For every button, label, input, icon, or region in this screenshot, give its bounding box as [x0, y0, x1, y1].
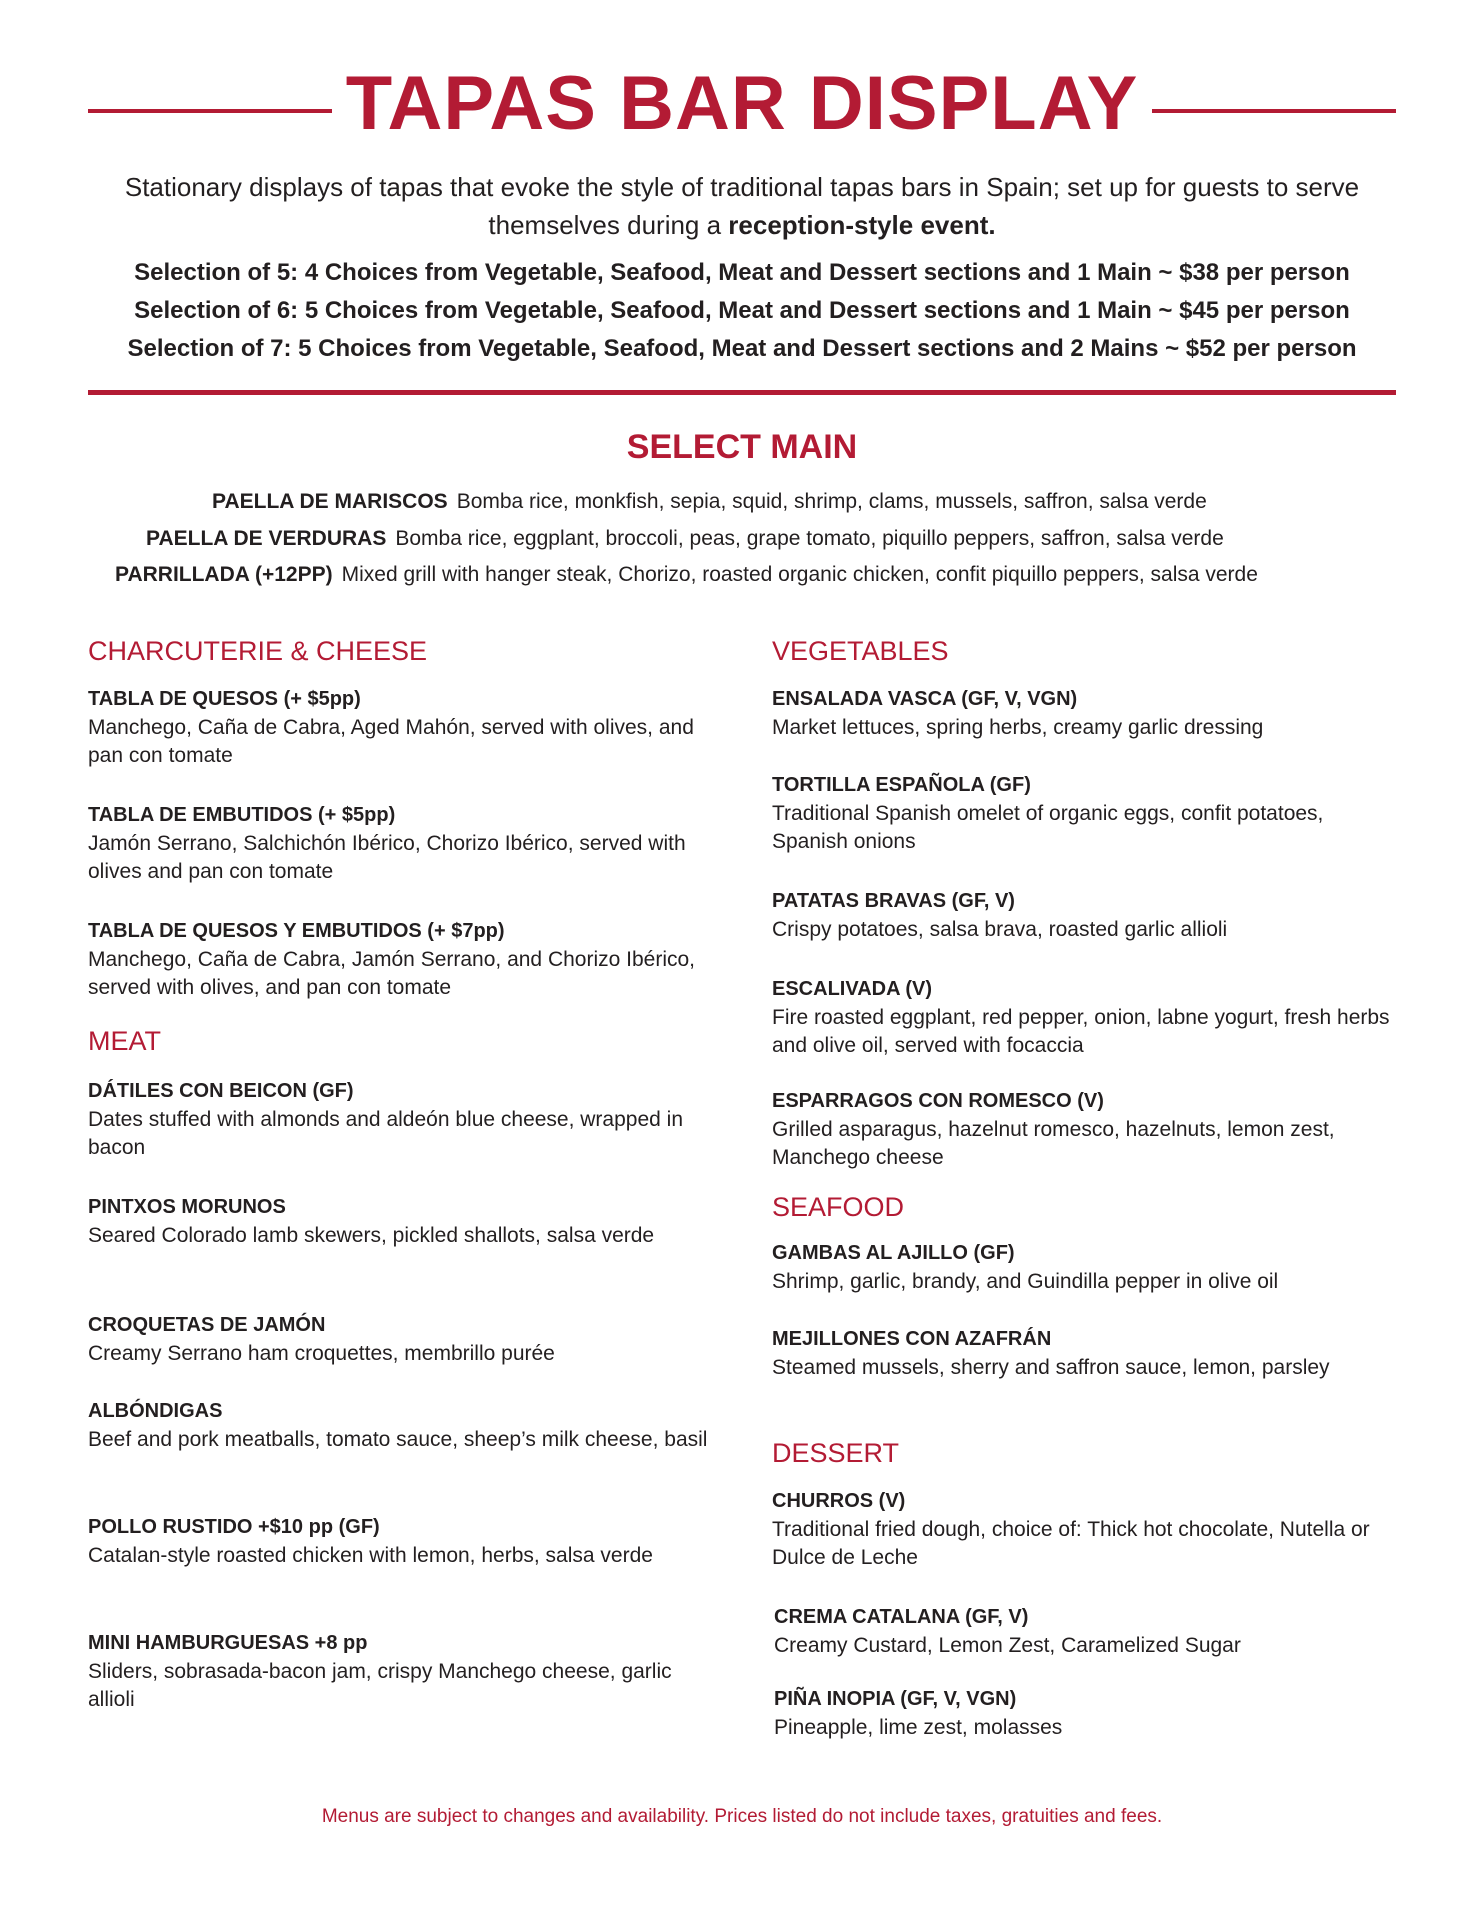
menu-item-desc: Catalan-style roasted chicken with lemon, herbs, salsa verde [88, 1544, 653, 1567]
menu-item-desc: Shrimp, garlic, brandy, and Guindilla pepper in olive oil [772, 1270, 1279, 1293]
menu-item [88, 1628, 708, 1714]
menu-item-name: TORTILLA ESPAÑOLA (GF) [772, 774, 1031, 796]
menu-item-name: TABLA DE EMBUTIDOS (+ $5pp) [88, 804, 396, 826]
selection-pricing [88, 254, 1396, 368]
main-item [212, 484, 1207, 520]
menu-item [88, 1512, 708, 1570]
intro-text [88, 168, 1396, 244]
menu-item-desc: Grilled asparagus, hazelnut romesco, hazelnuts, lemon zest, Manchego cheese [772, 1118, 1335, 1169]
menu-item-name: ESPARRAGOS CON ROMESCO (V) [772, 1090, 1104, 1112]
menu-item-name: GAMBAS AL AJILLO (GF) [772, 1242, 1015, 1264]
menu-item-desc: Creamy Custard, Lemon Zest, Caramelized Sugar [774, 1634, 1241, 1657]
main-item-desc: Bomba rice, monkfish, sepia, squid, shrimp, clams, mussels, saffron, salsa verde [456, 490, 1207, 513]
menu-item-desc: Manchego, Caña de Cabra, Aged Mahón, served with olives, and pan con tomate [88, 716, 694, 767]
menu-item [772, 886, 1392, 944]
footer-disclaimer: Menus are subject to changes and availability. Prices listed do not include taxes, gratuities and fees. [321, 1806, 1163, 1827]
menu-item-name: PATATAS BRAVAS (GF, V) [772, 890, 1015, 912]
menu-item-name: PINTXOS MORUNOS [88, 1196, 286, 1218]
main-item-name: PARRILLADA (+12PP) [115, 563, 333, 586]
main-item-desc: Bomba rice, eggplant, broccoli, peas, grape tomato, piquillo peppers, saffron, salsa verde [395, 527, 1224, 550]
menu-item-desc: Sliders, sobrasada-bacon jam, crispy Manchego cheese, garlic allioli [88, 1660, 672, 1711]
menu-item [772, 770, 1392, 856]
section-title-seafood: SEAFOOD [772, 1192, 905, 1222]
section-title-vegetables: VEGETABLES [772, 636, 949, 666]
menu-item-desc: Beef and pork meatballs, tomato sauce, sheep’s milk cheese, basil [88, 1428, 708, 1451]
menu-item [772, 974, 1392, 1060]
menu-item-name: TABLA DE QUESOS (+ $5pp) [88, 688, 361, 710]
menu-item [774, 1602, 1394, 1660]
menu-item-desc: Traditional Spanish omelet of organic eggs, confit potatoes, Spanish onions [772, 802, 1324, 853]
menu-item [88, 1310, 708, 1368]
menu-item-desc: Jamón Serrano, Salchichón Ibérico, Chorizo Ibérico, served with olives and pan con tomate [88, 832, 686, 883]
menu-item-name: TABLA DE QUESOS Y EMBUTIDOS (+ $7pp) [88, 920, 505, 942]
select-main-title: SELECT MAIN [626, 428, 858, 466]
menu-item-desc: Pineapple, lime zest, molasses [774, 1716, 1063, 1739]
menu-item [88, 916, 708, 1002]
menu-item-name: ESCALIVADA (V) [772, 978, 932, 1000]
menu-item-name: CROQUETAS DE JAMÓN [88, 1314, 326, 1336]
menu-item [88, 800, 708, 886]
intro-emphasis: reception-style event. [728, 210, 996, 240]
menu-item [88, 1192, 708, 1250]
title-row [88, 61, 1396, 146]
header-divider [88, 390, 1396, 395]
menu-item-desc: Dates stuffed with almonds and aldeón blue cheese, wrapped in bacon [88, 1108, 684, 1159]
menu-item-desc: Crispy potatoes, salsa brava, roasted garlic allioli [772, 918, 1228, 941]
menu-item-name: POLLO RUSTIDO +$10 pp (GF) [88, 1516, 380, 1538]
main-item-desc: Mixed grill with hanger steak, Chorizo, roasted organic chicken, confit piquillo peppers, salsa verde [341, 563, 1258, 586]
menu-item-desc: Traditional fried dough, choice of: Thick hot chocolate, Nutella or Dulce de Leche [772, 1518, 1370, 1569]
menu-item-desc: Fire roasted eggplant, red pepper, onion, labne yogurt, fresh herbs and olive oil, served with focaccia [772, 1006, 1390, 1057]
menu-item [88, 684, 708, 770]
title-rule-right [1152, 109, 1396, 113]
menu-item [772, 1486, 1392, 1572]
main-item [146, 521, 1224, 557]
menu-item-name: ALBÓNDIGAS [88, 1400, 223, 1422]
menu-item-desc: Creamy Serrano ham croquettes, membrillo purée [88, 1342, 555, 1365]
menu-item-name: CHURROS (V) [772, 1490, 906, 1512]
page-title: TAPAS BAR DISPLAY [345, 61, 1139, 146]
main-item [115, 557, 1332, 593]
section-title-charcuterie: CHARCUTERIE & CHEESE [88, 636, 428, 666]
main-item-name: PAELLA DE MARISCOS [212, 490, 448, 513]
menu-item [772, 1086, 1392, 1172]
menu-item [88, 1396, 708, 1454]
selection-line: Selection of 6: 5 Choices from Vegetable, Seafood, Meat and Dessert sections and 1 Main ~ $45 per person [134, 297, 1350, 324]
menu-item-name: MINI HAMBURGUESAS +8 pp [88, 1632, 368, 1654]
menu-item-name: CREMA CATALANA (GF, V) [774, 1606, 1029, 1628]
menu-item [774, 1684, 1394, 1742]
section-title-meat: MEAT [88, 1026, 161, 1056]
menu-item-name: DÁTILES CON BEICON (GF) [88, 1080, 354, 1102]
menu-item-name: ENSALADA VASCA (GF, V, VGN) [772, 688, 1078, 710]
menu-item-desc: Manchego, Caña de Cabra, Jamón Serrano, and Chorizo Ibérico, served with olives, and pan con tomate [88, 948, 696, 999]
selection-line: Selection of 7: 5 Choices from Vegetable, Seafood, Meat and Dessert sections and 2 Mains ~ $52 per person [127, 335, 1357, 362]
selection-line: Selection of 5: 4 Choices from Vegetable, Seafood, Meat and Dessert sections and 1 Main ~ $38 per person [134, 259, 1350, 286]
menu-item-name: PIÑA INOPIA (GF, V, VGN) [774, 1688, 1017, 1710]
menu-item [88, 1076, 708, 1162]
menu-item-desc: Steamed mussels, sherry and saffron sauce, lemon, parsley [772, 1356, 1330, 1379]
title-rule-left [88, 109, 332, 113]
intro-body: Stationary displays of tapas that evoke the style of traditional tapas bars in Spain; set up for guests to serve themselves during a [124, 172, 1360, 240]
menu-item-desc: Market lettuces, spring herbs, creamy garlic dressing [772, 716, 1264, 739]
menu-item-desc: Seared Colorado lamb skewers, pickled shallots, salsa verde [88, 1224, 655, 1247]
section-title-dessert: DESSERT [772, 1438, 900, 1468]
menu-item [772, 1238, 1392, 1296]
main-item-name: PAELLA DE VERDURAS [146, 527, 387, 550]
menu-item [772, 684, 1392, 742]
menu-item [772, 1324, 1392, 1382]
menu-item-name: MEJILLONES CON AZAFRÁN [772, 1328, 1052, 1350]
